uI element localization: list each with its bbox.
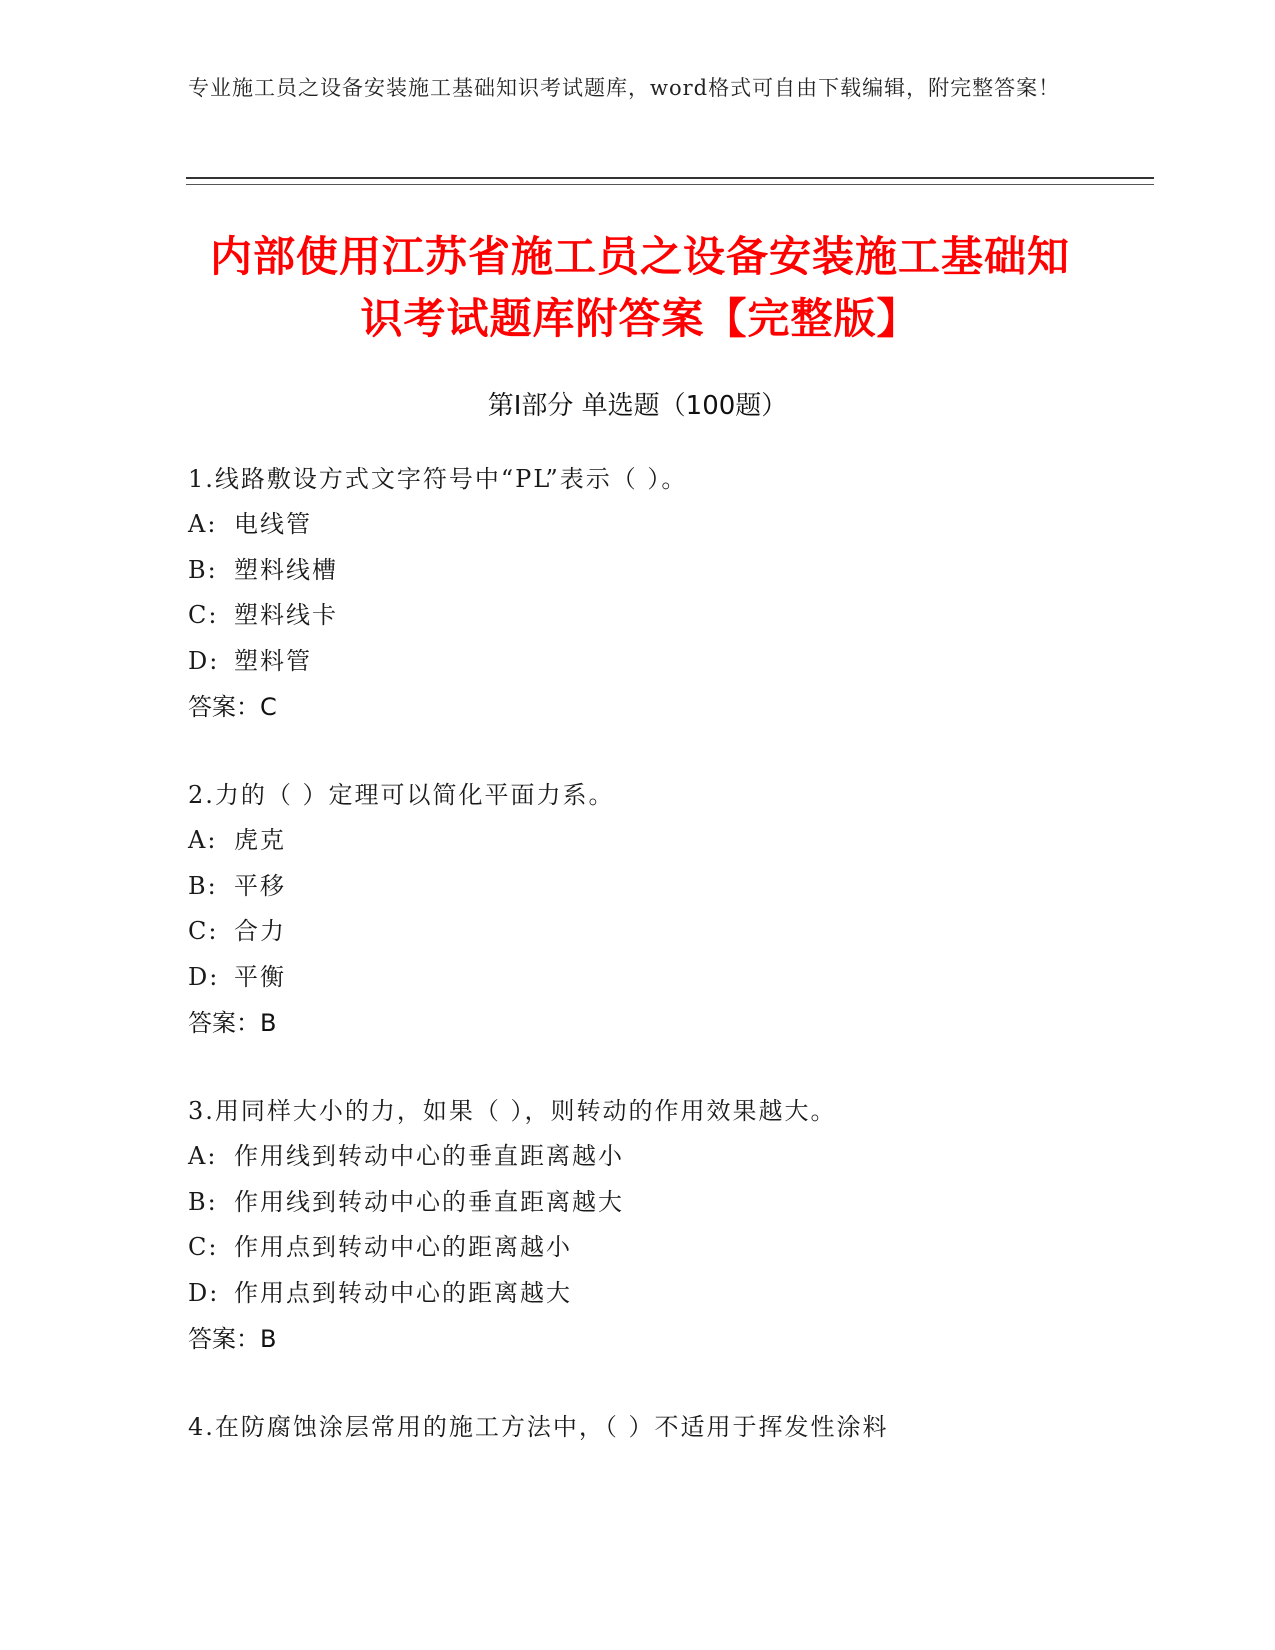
option-letter: C:	[188, 601, 219, 629]
header-note: 专业施工员之设备安装施工基础知识考试题库，word格式可自由下载编辑，附完整答案！	[188, 76, 1061, 100]
option-text: 虎克	[234, 826, 286, 854]
option-text: 电线管	[234, 510, 312, 538]
answer-line: 答案：B	[188, 1009, 277, 1037]
option-a	[188, 502, 1148, 548]
option-letter: C:	[188, 1233, 219, 1261]
option-letter: D:	[188, 1278, 220, 1307]
option-b	[188, 548, 1148, 594]
option-text: 塑料线卡	[234, 601, 338, 629]
question-2	[188, 772, 1148, 1046]
header-divider-thin	[186, 184, 1154, 185]
option-letter: A:	[188, 1142, 218, 1170]
option-a	[188, 818, 1148, 864]
question-4	[188, 1404, 1148, 1450]
option-d	[188, 639, 1148, 685]
option-letter: B:	[188, 871, 218, 900]
option-b	[188, 864, 1148, 910]
header-divider-thick	[186, 177, 1154, 179]
answer-line: 答案：C	[188, 693, 277, 721]
document-title: 内部使用江苏省施工员之设备安装施工基础知识考试题库附答案【完整版】	[209, 232, 1070, 343]
option-c	[188, 593, 1148, 639]
section-heading: 第Ⅰ部分 单选题（100题）	[487, 391, 788, 421]
option-text: 作用点到转动中心的距离越小	[234, 1233, 572, 1261]
question-stem: 2.力的（ ）定理可以简化平面力系。	[188, 781, 615, 809]
question-stem: 3.用同样大小的力，如果（ ），则转动的作用效果越大。	[188, 1097, 837, 1125]
option-text: 作用点到转动中心的距离越大	[234, 1278, 572, 1307]
option-text: 塑料管	[234, 646, 312, 675]
option-text: 合力	[234, 917, 286, 945]
question-3	[188, 1088, 1148, 1362]
option-text: 平移	[234, 871, 286, 900]
option-letter: A:	[188, 826, 218, 854]
option-c	[188, 1225, 1148, 1271]
option-letter: A:	[188, 510, 218, 538]
option-letter: D:	[188, 646, 220, 675]
answer-line: 答案：B	[188, 1325, 277, 1353]
question-1	[188, 456, 1148, 730]
option-letter: B:	[188, 555, 218, 584]
option-text: 作用线到转动中心的垂直距离越大	[234, 1187, 624, 1216]
option-d	[188, 1271, 1148, 1317]
option-text: 平衡	[234, 962, 286, 991]
option-d	[188, 955, 1148, 1001]
option-text: 作用线到转动中心的垂直距离越小	[234, 1142, 624, 1170]
option-letter: B:	[188, 1187, 218, 1216]
question-stem: 1.线路敷设方式文字符号中“PL”表示（ ）。	[188, 465, 688, 493]
option-text: 塑料线槽	[234, 555, 338, 584]
option-letter: C:	[188, 917, 219, 945]
option-a	[188, 1134, 1148, 1180]
question-stem: 4.在防腐蚀涂层常用的施工方法中，（ ）不适用于挥发性涂料	[188, 1413, 889, 1441]
option-letter: D:	[188, 962, 220, 991]
option-c	[188, 909, 1148, 955]
option-b	[188, 1180, 1148, 1226]
